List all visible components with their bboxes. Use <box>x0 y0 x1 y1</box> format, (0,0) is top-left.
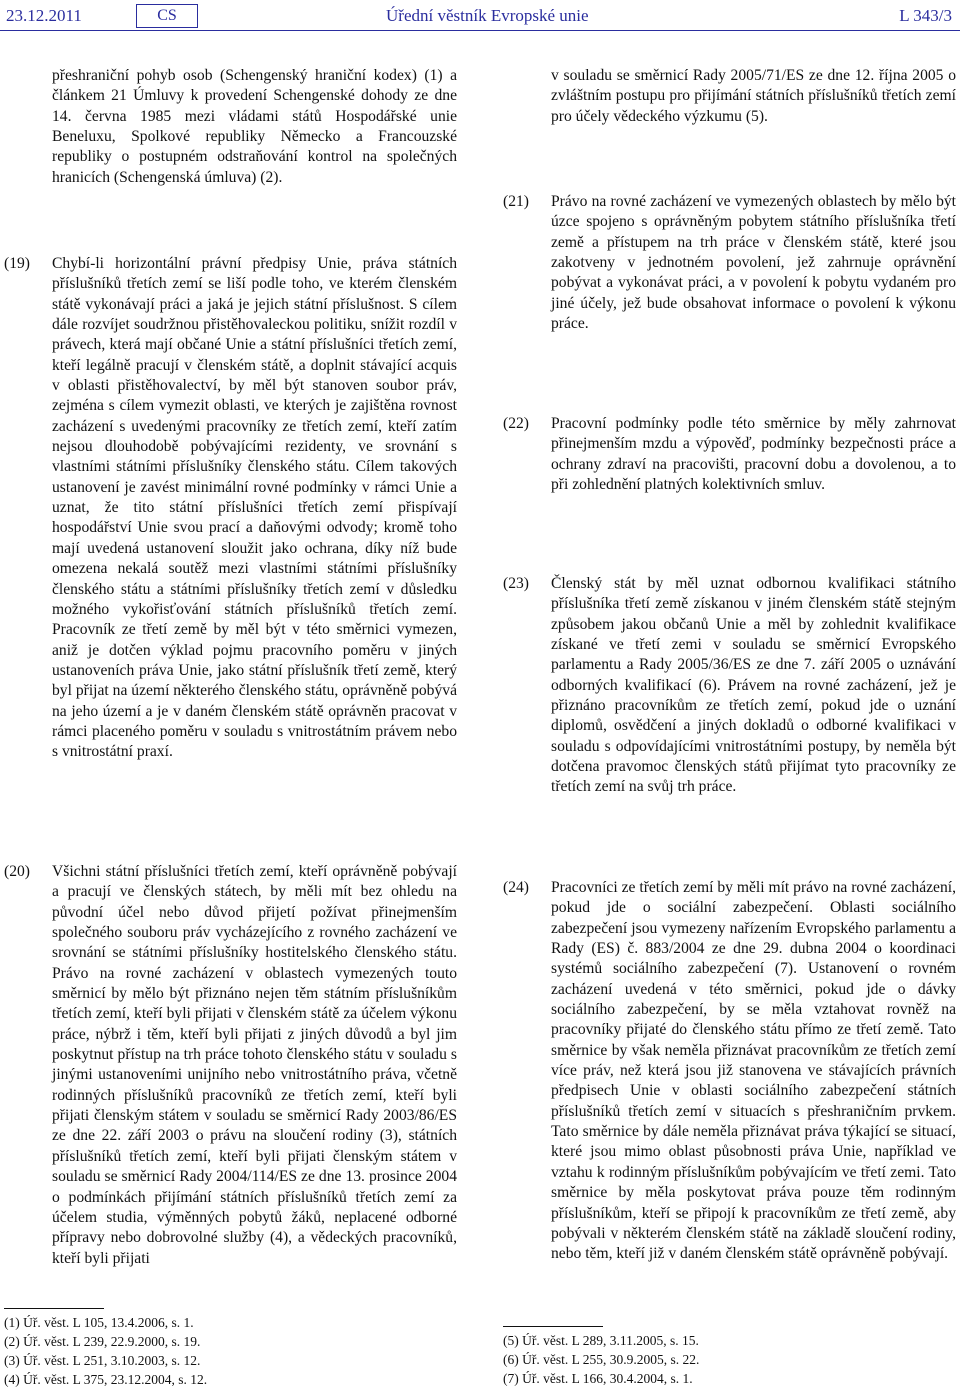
footnote-rule-left <box>4 1308 104 1309</box>
journal-title: Úřední věstník Evropské unie <box>386 6 589 25</box>
footnote: (1) Úř. věst. L 105, 13.4.2006, s. 1. <box>4 1315 194 1330</box>
recital-text: Všichni státní příslušníci třetích zemí, kteří oprávněně pobývají a pracují ve členských státech, by měli mít bez ohledu na původní účel nebo důvod přijetí požívat přinejmenším společného souboru práv vycházejícího z rovného zacházení ve srovnání se státními příslušníky hostitelského členského státu. Právo na rovné zacházení v oblastech vymezených touto směrnicí by mělo být přiznáno nejen těm státním příslušníkům třetích zemí, kteří byli přijati v členském státě za účelem výkonu práce, nýbrž i těm, kteří byli přijati z jiných důvodů a byl jim poskytnut přístup na trh práce tohoto členského státu v souladu s jinými ustanoveními unijního nebo vnitrostátního práva, včetně rodinných příslušníků pracovníků ze třetích zemí, kteří byli přijati členským státem v souladu se směrnicí Rady 2003/86/ES ze dne 22. září 2003 o právu na sloučení rodiny (3), státních příslušníků třetích zemí, kteří byli přijati členským státem v souladu se směrnicí Rady 2004/114/ES ze dne 13. prosince 2004 o podmínkách přijímání státních příslušníků třetích zemí za účelem studia, výměnných pobytů žáků, neplacené odborné přípravy nebo dobrovolné služby (4), a vědeckých pracovníků, kteří byli přijati <box>52 863 457 1267</box>
footnote: (4) Úř. věst. L 375, 23.12.2004, s. 12. <box>4 1372 208 1387</box>
recital-20 <box>4 862 457 1269</box>
language-badge: CS <box>136 4 198 28</box>
recital-18-continuation <box>52 66 457 188</box>
recital-text: přeshraniční pohyb osob (Schengenský hraniční kodex) (1) a článkem 21 Úmluvy k provedení Schengenské dohody ze dne 14. června 1985 mezi vládami států Hospodářské unie Beneluxu, Spolkové republiky Německo a Francouzské republiky o postupném odstraňování kontrol na společných hranicích (Schengenská úmluva) (2). <box>52 67 457 186</box>
recital-21 <box>503 192 956 334</box>
recital-24 <box>503 878 956 1265</box>
header-rule <box>0 30 960 31</box>
recital-number: (21) <box>503 193 529 210</box>
footnote: (2) Úř. věst. L 239, 22.9.2000, s. 19. <box>4 1334 201 1349</box>
recital-text: Chybí-li horizontální právní předpisy Unie, práva státních příslušníků třetích zemí se liší podle toho, ve kterém členském státě vykonávají práci a jaká je jejich státní příslušnost. S cílem dále rozvíjet soudržnou přistěhovaleckou politiku, snížit rozdíl v právech, která mají občané Unie a státní příslušníci třetích zemí, kteří legálně pracují v členském státě, a doplnit stávající acquis v oblasti přistěhovalectví, by měl být stanoven soubor práv, zejména s cílem vymezit oblasti, ve kterých je zajištěna rovnost zacházení s uvedenými pracovníky ze třetích zemí, kteří zatím nejsou dlouhodobě pobývajícími rezidenty, ve srovnání s vlastními státními příslušníky členského státu. Cílem takových ustanovení je zavést minimální rovné podmínky v rámci Unie a uznat, že tito státní příslušníci třetích zemí přispívají hospodářství Unie svou prací a daňovými odvody; kromě toho mají uvedená ustanovení sloužit jako ochrana, díky níž bude omezena nekalá soutěž mezi vlastními státními příslušníky členského státu a státními příslušníky třetích zemí v důsledku možného vykořisťování státních příslušníků třetích zemí. Pracovník ze třetí země by měl být v této směrnici vymezen, aniž je dotčen výklad pojmu pracovního poměru v jiných ustanoveních práva Unie, jako státní příslušník třetí země, který byl přijat na území některého členského státu, oprávněně pobývá na jeho území a je v daném členském státě oprávněn pracovat v rámci placeného poměru v souladu s vnitrostátním právem nebo s vnitrostátní praxí. <box>52 255 457 761</box>
recital-text: v souladu se směrnicí Rady 2005/71/ES ze dne 12. října 2005 o zvláštním postupu pro přijímání státních příslušníků třetích zemí pro účely vědeckého výzkumu (5). <box>551 67 956 125</box>
recital-number: (22) <box>503 415 529 432</box>
footnote: (7) Úř. věst. L 166, 30.4.2004, s. 1. <box>503 1371 693 1386</box>
recital-19 <box>4 254 457 763</box>
recital-text: Pracovní podmínky podle této směrnice by měly zahrnovat přinejmenším mzdu a výpověď, podmínky bezpečnosti práce a ochrany zdraví na pracovišti, pracovní dobu a dovolenou, a to při zohlednění platných kolektivních smluv. <box>551 415 956 494</box>
page-number: L 343/3 <box>899 6 952 25</box>
recital-number: (24) <box>503 879 529 896</box>
footnote: (3) Úř. věst. L 251, 3.10.2003, s. 12. <box>4 1353 201 1368</box>
footnote: (6) Úř. věst. L 255, 30.9.2005, s. 22. <box>503 1352 700 1367</box>
page-header <box>0 4 960 28</box>
recital-23 <box>503 574 956 798</box>
header-date: 23.12.2011 <box>6 6 82 25</box>
footnotes-right <box>503 1331 699 1388</box>
recital-text: Členský stát by měl uznat odbornou kvalifikaci státního příslušníka třetí země získanou v jiném členském státě stejným způsobem jakou občanů Unie a měl by zohlednit kvalifikace získané ve třetí zemi v souladu se směrnicí Evropského parlamentu a Rady 2005/36/ES ze dne 7. září 2005 o uznávání odborných kvalifikací (6). Právem na rovné zacházení, jež je přiznáno pracovníkům ze třetích zemí, pokud jde o uznání diplomů, osvědčení a jiných dokladů o odborné kvalifikaci v souladu s odpovídajícími vnitrostátními postupy, by neměla být dotčena pravomoc členských států přijímat tyto pracovníky ze třetích zemí na svůj trh práce. <box>551 575 956 796</box>
recital-20-continuation <box>551 66 956 127</box>
recital-number: (23) <box>503 575 529 592</box>
recital-number: (20) <box>4 863 30 880</box>
footnote: (5) Úř. věst. L 289, 3.11.2005, s. 15. <box>503 1333 699 1348</box>
recital-text: Pracovníci ze třetích zemí by měli mít právo na rovné zacházení, pokud jde o sociální zabezpečení. Oblasti sociálního zabezpečení jsou vymezeny nařízením Evropského parlamentu a Rady (ES) č. 883/2004 ze dne 29. dubna 2004 o koordinaci systémů sociálního zabezpečení (7). Ustanovení o rovném zacházení uvedená v této směrnici, pokud jde o dávky sociálního zabezpečení, by se měla vztahovat rovněž na pracovníky přijaté do členského státu přímo ze třetí země. Tato směrnice by však neměla přiznávat pracovníkům ze třetích zemí více práv, než která jsou již stanovena ve stávajících právních předpisech Unie v oblasti sociálního zabezpečení státních příslušníků třetích zemí v situacích s přeshraničním prvkem. Tato směrnice by dále neměla přiznávat práva týkající se situací, které jsou mimo oblast působnosti práva Unie, například ve vztahu k rodinným příslušníkům pobývajícím ve třetí zemi. Tato směrnice by měla poskytovat práva pouze těm rodinným příslušníkům, kteří se připojí k pracovníkům ze třetí země, aby pobývali v některém členském státě na základě sloučení rodiny, nebo těm, kteří již v daném členském státě oprávněně pobývají. <box>551 879 956 1263</box>
recital-text: Právo na rovné zacházení ve vymezených oblastech by mělo být úzce spojeno s oprávněným pobytem státního příslušníka třetí země a přístupem na trh práce v členském státě, které jsou zakotveny v jednotném povolení, jež zahrnuje oprávnění pobývat a vykonávat práci, a v povolení k pobytu vydaném pro jiné účely, jež bude obsahovat informace o povolení k výkonu práce. <box>551 193 956 333</box>
recital-22 <box>503 414 956 495</box>
recital-number: (19) <box>4 255 30 272</box>
footnote-rule-right <box>503 1326 603 1327</box>
footnotes-left <box>4 1313 207 1389</box>
